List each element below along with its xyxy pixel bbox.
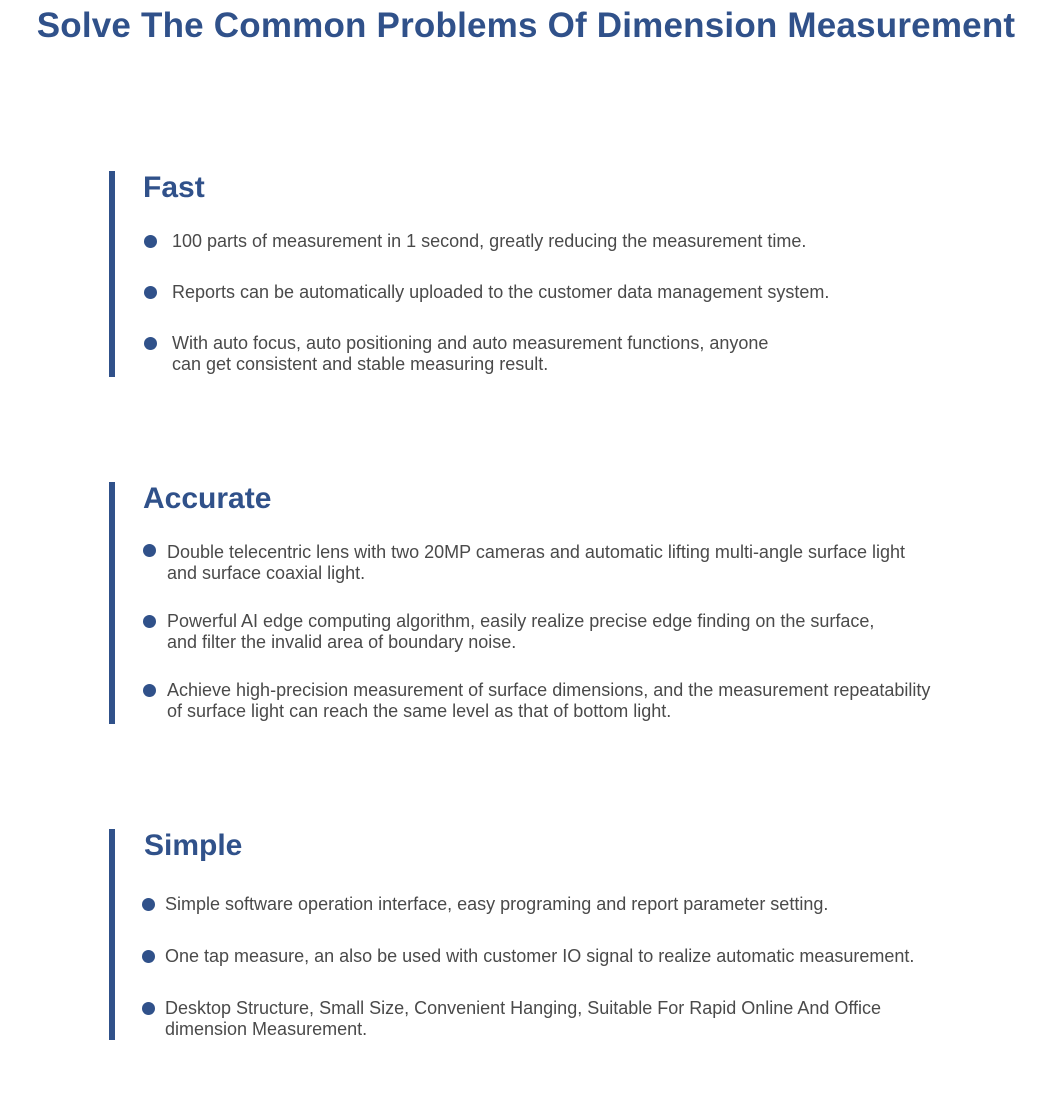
bullet-text: Desktop Structure, Small Size, Convenient Hanging, Suitable For Rapid Online And Office dimension Measurement. [165,998,882,1039]
bullet-dot-icon [144,337,157,350]
section-accurate [109,482,1009,724]
bullet-text: Simple software operation interface, easy programing and report parameter setting. [165,894,829,914]
bullet-text: Powerful AI edge computing algorithm, easily realize precise edge finding on the surface, and filter the invalid area of boundary noise. [167,611,875,652]
bullet-dot-icon [143,615,156,628]
bullet-dot-icon [143,684,156,697]
bullet-text: Double telecentric lens with two 20MP cameras and automatic lifting multi-angle surface light and surface coaxial light. [167,542,906,583]
bullet-text: One tap measure, an also be used with customer IO signal to realize automatic measurement. [165,946,915,966]
bullet-text: Achieve high-precision measurement of surface dimensions, and the measurement repeatability of surface light can reach the same level as that of bottom light. [167,680,931,721]
bullet-dot-icon [142,950,155,963]
bullet-text: With auto focus, auto positioning and auto measurement functions, anyone can get consistent and stable measuring result. [172,333,769,374]
bullet-dot-icon [143,544,156,557]
section-title: Accurate [143,482,272,515]
bullet-dot-icon [144,286,157,299]
bullet-dot-icon [144,235,157,248]
bullet-dot-icon [142,898,155,911]
section-simple [109,829,1009,1040]
bullet-text: Reports can be automatically uploaded to the customer data management system. [172,282,830,302]
page-title: Solve The Common Problems Of Dimension Measurement [36,6,1016,45]
bullet-text: 100 parts of measurement in 1 second, greatly reducing the measurement time. [172,231,807,251]
bullet-dot-icon [142,1002,155,1015]
section-fast [109,171,1009,377]
section-title: Simple [144,829,243,862]
section-title: Fast [143,171,205,204]
